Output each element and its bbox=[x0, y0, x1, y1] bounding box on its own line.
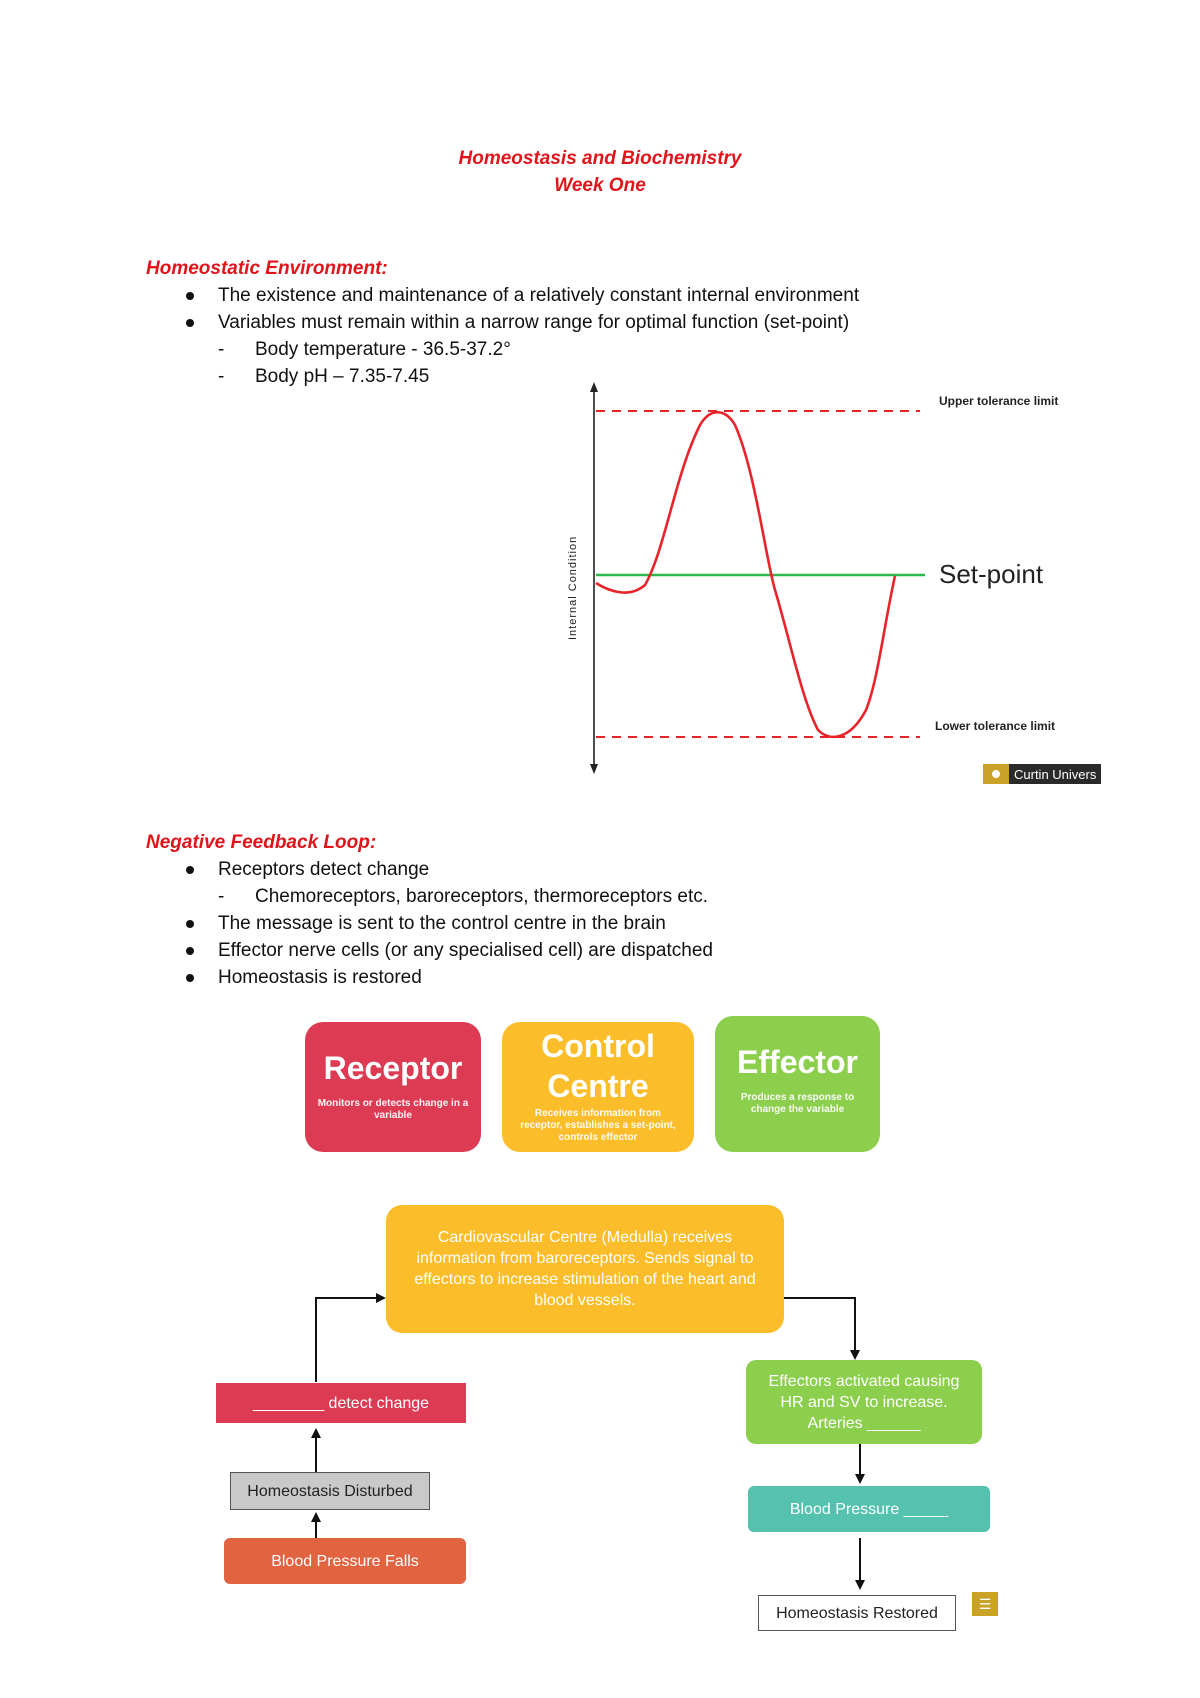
bullet-item: Effector nerve cells (or any specialised cell) are dispatched bbox=[0, 940, 1200, 964]
credit-text: Curtin Univers bbox=[1014, 767, 1097, 782]
homeostasis-disturbed-box: Homeostasis Disturbed bbox=[230, 1472, 430, 1510]
homeostasis-restored-box: Homeostasis Restored bbox=[758, 1595, 956, 1631]
receptor-card-desc: Monitors or detects change in a variable bbox=[317, 1098, 469, 1121]
arrow-head-icon bbox=[311, 1428, 321, 1438]
sub-item: - Body pH – 7.35-7.45 bbox=[218, 366, 430, 387]
bullet-item: Receptors detect change bbox=[0, 859, 1200, 883]
control-card-desc: Receives information from receptor, establishes a set-point, controls effector bbox=[520, 1108, 676, 1143]
arrow-head-icon bbox=[855, 1580, 865, 1590]
arrow-head-icon bbox=[855, 1474, 865, 1484]
lower-limit-label: Lower tolerance limit bbox=[935, 719, 1056, 733]
arrow-head-icon bbox=[376, 1293, 386, 1303]
document-subtitle: Week One bbox=[554, 175, 646, 196]
detect-change-box: ________ detect change bbox=[216, 1383, 466, 1423]
section-heading-negative-feedback: Negative Feedback Loop: bbox=[146, 832, 377, 853]
arrow-control-to-effectors bbox=[784, 1298, 855, 1352]
receptor-card-title: Receptor bbox=[323, 1050, 463, 1086]
bullet-dot-icon bbox=[186, 292, 194, 300]
control-card-title-line2: Centre bbox=[547, 1068, 649, 1104]
effector-card-title: Effector bbox=[737, 1044, 858, 1080]
y-axis-label: Internal Condition bbox=[567, 535, 579, 640]
setpoint-label: Set-point bbox=[939, 559, 1044, 589]
cardiovascular-centre-box: Cardiovascular Centre (Medulla) receives information from baroreceptors. Sends signal to effectors to increase stimulation of the heart and blood vessels. bbox=[386, 1205, 784, 1333]
university-logo-icon: ☰ bbox=[972, 1592, 998, 1616]
control-card-title-line1: Control bbox=[541, 1028, 655, 1064]
bullet-dot-icon bbox=[186, 974, 194, 982]
bullet-item: The existence and maintenance of a relatively constant internal environment bbox=[0, 285, 1200, 309]
bullet-item: Variables must remain within a narrow range for optimal function (set-point) bbox=[0, 312, 1200, 336]
blood-pressure-box: Blood Pressure _____ bbox=[748, 1486, 990, 1532]
arrow-detect-to-control bbox=[316, 1298, 378, 1382]
bullet-item: Homeostasis is restored bbox=[0, 967, 1200, 991]
bullet-dot-icon bbox=[186, 319, 194, 327]
arrow-head-icon bbox=[311, 1512, 321, 1522]
sub-item: - Chemoreceptors, baroreceptors, thermoreceptors etc. bbox=[218, 886, 709, 907]
upper-limit-label: Upper tolerance limit bbox=[939, 394, 1059, 408]
arrow-head-icon bbox=[850, 1350, 860, 1360]
section-heading-homeostatic: Homeostatic Environment: bbox=[146, 258, 388, 279]
bullet-dot-icon bbox=[186, 920, 194, 928]
bullet-dot-icon bbox=[186, 947, 194, 955]
bullet-item: The message is sent to the control centre in the brain bbox=[0, 913, 1200, 937]
blood-pressure-falls-box: Blood Pressure Falls bbox=[224, 1538, 466, 1584]
axis-arrow-down-icon bbox=[590, 764, 598, 774]
axis-arrow-up-icon bbox=[590, 382, 598, 392]
bullet-dot-icon bbox=[186, 866, 194, 874]
sub-item: - Body temperature - 36.5-37.2° bbox=[218, 339, 511, 360]
effectors-activated-box: Effectors activated causing HR and SV to increase. Arteries ______ bbox=[746, 1360, 982, 1444]
control-centre-card bbox=[502, 1022, 694, 1152]
effector-card bbox=[715, 1016, 880, 1152]
effector-card-desc: Produces a response to change the variable bbox=[740, 1092, 855, 1115]
receptor-card bbox=[305, 1022, 481, 1152]
setpoint-graph bbox=[550, 380, 1110, 790]
document-title: Homeostasis and Biochemistry bbox=[458, 148, 742, 169]
